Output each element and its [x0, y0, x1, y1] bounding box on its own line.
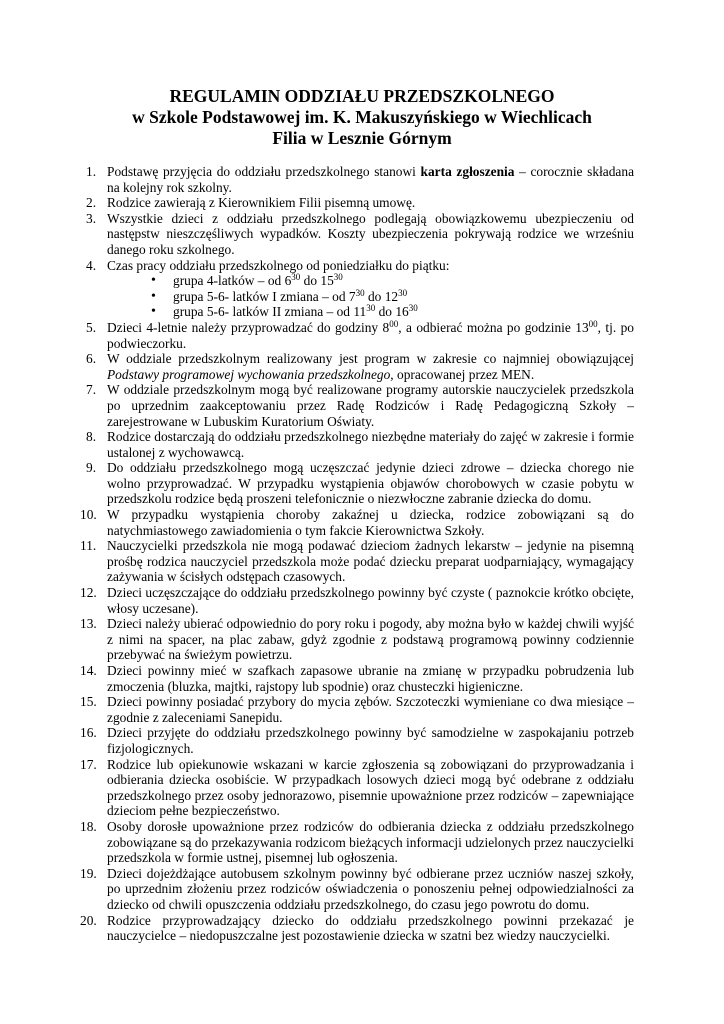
rule-item: 10. W przypadku wystąpienia choroby zakaźnej u dziecka, rodzice zobowiązani są do natychmiastowego zawiadomienia o tym fakcie Kierownictwa Szkoły. [80, 507, 634, 538]
rule-item: 14. Dzieci powinny mieć w szafkach zapasowe ubranie na zmianę w przypadku pobrudzenia lub zmoczenia (bluzka, majtki, rajstopy lub spodnie) oraz chusteczki higieniczne. [80, 663, 634, 694]
title-line-1: REGULAMIN ODDZIAŁU PRZEDSZKOLNEGO [169, 86, 555, 106]
group-hours-item: • grupa 5-6- latków I zmiana – od $7^{30}$ do $12^{30}$ [149, 289, 634, 305]
rule-item: 9. Do oddziału przedszkolnego mogą uczęszczać jedynie dzieci zdrowe – dziecka chorego nie wolno przyprowadzać. W przypadku wystąpienia objawów chorobowych w czasie pobytu w przedszkolu rodzice będą proszeni telefonicznie o niezwłoczne zabranie dziecka do domu. [86, 460, 634, 507]
rule-item: 7. W oddziale przedszkolnym mogą być realizowane programy autorskie nauczycielek przedszkola po uprzednim zaakceptowaniu przez Radę Rodziców i Radę Pedagogiczną Szkoły – zarejestrowane w Lubuskim Kuratorium Oświaty. [86, 382, 634, 429]
title-line-3: Filia w Lesznie Górnym [272, 128, 452, 148]
title-line-2: w Szkole Podstawowej im. K. Makuszyńskiego w Wiechlicach [132, 107, 592, 127]
document-title [0, 86, 724, 149]
rule-item: 12. Dzieci uczęszczające do oddziału przedszkolnego powinny być czyste ( paznokcie krótko obcięte, włosy uczesane). [80, 585, 634, 616]
rule-item: 20. Rodzice przyprowadzający dziecko do oddziału przedszkolnego powinni przekazać je nauczycielce – niedopuszczalne jest pozostawienie dziecka w szatni bez wiedzy nauczycielki. [80, 912, 634, 944]
rule-item: 3. Wszystkie dzieci z oddziału przedszkolnego podlegają obowiązkowemu ubezpieczeniu od następstw nieszczęśliwych wypadków. Koszty ubezpieczenia pokrywają rodzice we wrześniu danego roku szkolnego. [86, 210, 634, 257]
rule-item: 16. Dzieci przyjęte do oddziału przedszkolnego powinny być samodzielne w zaspokajaniu potrzeb fizjologicznych. [80, 725, 634, 756]
group-hours-item: • grupa 5-6- latków II zmiana – od $11^{30}$ do $16^{30}$ [149, 304, 634, 320]
rule-item: 5. Dzieci 4-letnie należy przyprowadzać do godziny $8^{00}$, a odbierać można po godzinie $13^{00}$, tj. po podwieczorku. [86, 318, 634, 351]
rule-item: 8. Rodzice dostarczają do oddziału przedszkolnego niezbędne materiały do zajęć w zakresie i formie ustalonej z wychowawcą. [86, 429, 634, 460]
rule-item: 18. Osoby dorosłe upoważnione przez rodziców do odbierania dziecka z oddziału przedszkolnego zobowiązane są do przekazywania rodzicom bieżących informacji udzielonych przez nauczycielki przedszkola w formie ustnej, pisemnej lub ogłoszenia. [80, 818, 634, 866]
rule-item: 19. Dzieci dojeżdżające autobusem szkolnym powinny być odbierane przez uczniów naszej szkoły, po uprzednim złożeniu przez rodziców oświadczenia o ponoszeniu pełnej odpowiedzialności za dziecko od chwili opuszczenia oddziału przedszkolnego, do czasu jego powrotu do domu. [80, 865, 634, 912]
rule-item: 17. Rodzice lub opiekunowie wskazani w karcie zgłoszenia są zobowiązani do przyprowadzania i odbierania dziecka osobiście. W przypadkach losowych dzieci mogą być odebrane z oddziału przedszkolnego przez osoby jednorazowo, pisemnie upoważnione przez rodziców – zapewniające dzieciom pełne bezpieczeństwo. [80, 756, 634, 819]
rule-item: 15. Dzieci powinny posiadać przybory do mycia zębów. Szczoteczki wymieniane co dwa miesiące – zgodnie z zaleceniami Sanepidu. [80, 694, 634, 725]
rule-item: 4. Czas pracy oddziału przedszkolnego od poniedziałku do piątku: • grupa 4-latków – od $6^{30}$ do $15^{30}$ • grupa 5-6- latków I zmiana – od $7^{30}$ do $12^{30}$ • grupa 5-6- latków II zmiana – od $11^{30}$ do $16^{30}$ [86, 258, 634, 320]
group-hours-list [107, 273, 634, 320]
rule-item: 2. Rodzice zawierają z Kierownikiem Filii pisemną umowę. [86, 195, 416, 211]
rule-item: 1. Podstawę przyjęcia do oddziału przedszkolnego stanowi karta zgłoszenia – corocznie składana na kolejny rok szkolny. [86, 164, 635, 195]
rule-item: 11. Nauczycielki przedszkola nie mogą podawać dzieciom żadnych lekarstw – jedynie na pisemną prośbę rodzica nauczyciel przedszkola może podać dziecku preparat uodparniający, wymagający zażywania w ścisłych odstępach czasowych. [80, 538, 634, 585]
rule-item: 6. W oddziale przedszkolnym realizowany jest program w zakresie co najmniej obowiązującej Podstawy programowej wychowania przedszkolnego, opracowanej przez MEN. [86, 351, 634, 382]
group-hours-item: • grupa 4-latków – od $6^{30}$ do $15^{30}$ [149, 273, 634, 289]
rules-list [80, 164, 635, 944]
rule-item: 13. Dzieci należy ubierać odpowiednio do pory roku i pogody, aby można było w każdej chwili wyjść z nimi na spacer, na plac zabaw, gdyż zgodnie z podstawą programową powinny codziennie przebywać na świeżym powietrzu. [80, 616, 634, 663]
